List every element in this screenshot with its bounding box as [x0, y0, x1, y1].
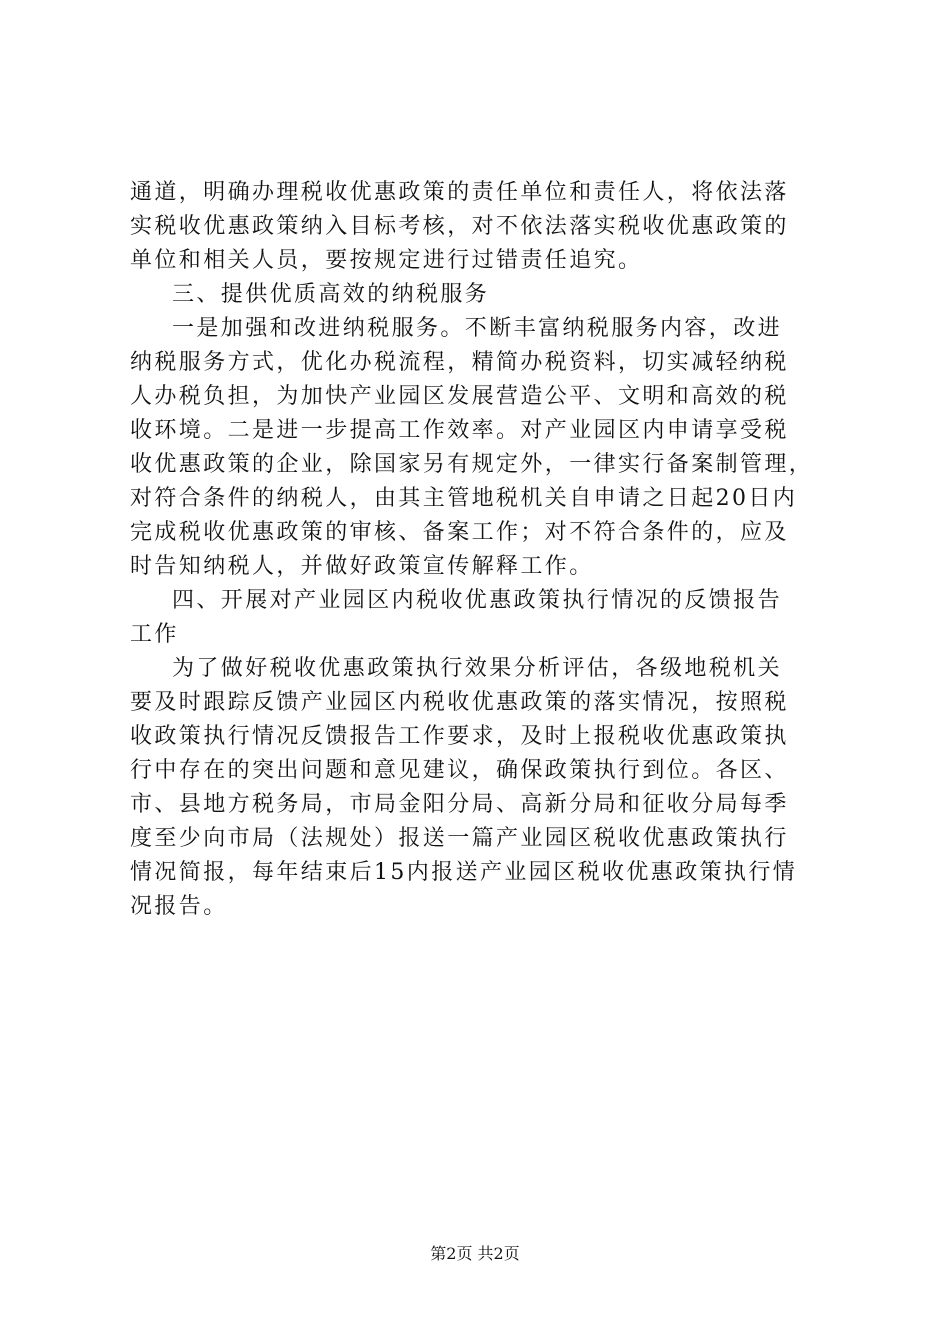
body-text-line: 收政策执行情况反馈报告工作要求，及时上报税收优惠政策执	[130, 724, 789, 749]
body-text-line: 收优惠政策的企业，除国家另有规定外，一律实行备案制管理，	[130, 452, 814, 477]
section-heading-4: 四、开展对产业园区内税收优惠政策执行情况的反馈报告	[172, 588, 783, 613]
page-number-footer: 第2页 共2页	[430, 1244, 520, 1263]
body-text-line: 要及时跟踪反馈产业园区内税收优惠政策的落实情况，按照税	[130, 690, 789, 715]
body-text-line: 纳税服务方式，优化办税流程，精简办税资料，切实减轻纳税	[130, 350, 789, 375]
body-text-line: 为了做好税收优惠政策执行效果分析评估，各级地税机关	[172, 656, 783, 681]
section-heading-4-continued: 工作	[130, 622, 179, 647]
section-heading-3: 三、提供优质高效的纳税服务	[172, 282, 490, 307]
body-text-line: 情况简报，每年结束后15内报送产业园区税收优惠政策执行情	[130, 860, 798, 885]
body-text-line: 完成税收优惠政策的审核、备案工作；对不符合条件的，应及	[130, 520, 789, 545]
body-text-line: 通道，明确办理税收优惠政策的责任单位和责任人，将依法落	[130, 180, 789, 205]
body-text-line: 人办税负担，为加快产业园区发展营造公平、文明和高效的税	[130, 384, 789, 409]
body-text-line: 时告知纳税人，并做好政策宣传解释工作。	[130, 554, 594, 579]
body-text-line: 对符合条件的纳税人，由其主管地税机关自申请之日起20日内	[130, 486, 798, 511]
body-text-line: 收环境。二是进一步提高工作效率。对产业园区内申请享受税	[130, 418, 789, 443]
body-text-line: 一是加强和改进纳税服务。不断丰富纳税服务内容，改进	[172, 316, 783, 341]
body-text-line: 行中存在的突出问题和意见建议，确保政策执行到位。各区、	[130, 758, 789, 783]
body-text-line: 实税收优惠政策纳入目标考核，对不依法落实税收优惠政策的	[130, 214, 789, 239]
body-text-line: 况报告。	[130, 894, 228, 919]
body-text-line: 市、县地方税务局，市局金阳分局、高新分局和征收分局每季	[130, 792, 789, 817]
body-text-line: 度至少向市局（法规处）报送一篇产业园区税收优惠政策执行	[130, 826, 789, 851]
body-text-line: 单位和相关人员，要按规定进行过错责任追究。	[130, 248, 643, 273]
